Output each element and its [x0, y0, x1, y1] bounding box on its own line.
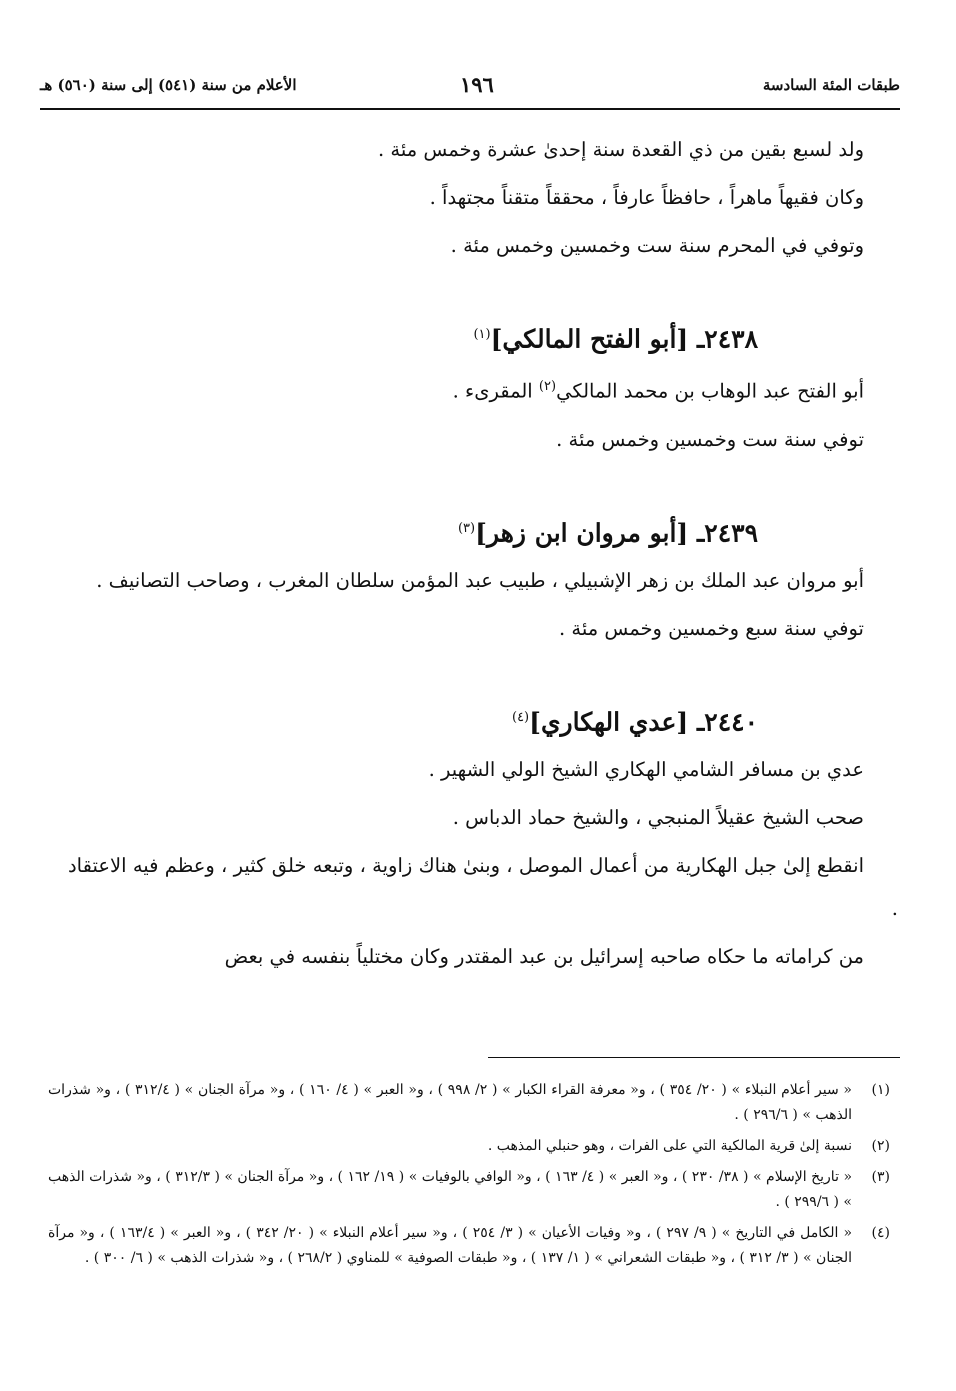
entry-paragraph: عدي بن مسافر الشامي الهكاري الشيخ الولي الشهير .	[428, 758, 864, 782]
footnote-number: (١)	[871, 1082, 890, 1098]
entry-paragraph: من كراماته ما حكاه صاحبه إسرائيل بن عبد المقتدر وكان مختلياً بنفسه في بعض	[224, 945, 864, 969]
intro-line: وتوفي في المحرم سنة ست وخمسين وخمس مئة .	[450, 234, 864, 257]
entry-paragraph: انقطع إلىٰ جبل الهكارية من أعمال الموصل ، وبنىٰ هناك زاوية ، وتبعه خلق كثير ، وعظم فيه الاعتقاد .	[68, 854, 898, 921]
footnote-text: « الكامل في التاريخ » ( ٩/ ٢٩٧ ) ، و« وفيات الأعيان » ( ٣/ ٢٥٤ ) ، و« سير أعلام النبلاء » ( ٢٠/ ٣٤٢ ) ، و« العبر » ( ١٦٣/٤ ) ، و« مرآة الجنان » ( ٣/ ٣١٢ ) ، و« طبقات الشعراني » ( ١/ ١٣٧ ) ، و« طبقات الصوفية » للمناوي ( ٢٦٨/٢ ) ، و« شذرات الذهب » ( ٦/ ٣٠٠ ) .	[48, 1225, 853, 1266]
footnote	[48, 1221, 898, 1271]
footnote-number: (٣)	[871, 1169, 890, 1185]
footnote-rule	[488, 1057, 900, 1058]
entry-paragraph	[68, 365, 898, 413]
entry-title	[68, 313, 898, 361]
footnote-ref: (٤)	[511, 710, 530, 726]
entry-title-text: ٢٤٣٨ـ [أبو الفتح المالكي]	[490, 324, 758, 354]
intro-line: ولد لسبع بقين من ذي القعدة سنة إحدىٰ عشرة وخمس مئة .	[378, 138, 864, 161]
footnote-number: (٤)	[871, 1225, 890, 1241]
header-range: الأعلام من سنة (٥٤١) إلى سنة (٥٦٠) هـ	[40, 76, 297, 94]
footnote	[48, 1078, 898, 1128]
footnote-ref: (٣)	[457, 520, 476, 536]
footnote-text: نسبة إلىٰ قرية المالكية التي على الفرات ، وهو حنبلي المذهب .	[487, 1138, 852, 1154]
entry-title-text: ٢٤٤٠ـ [عدي الهكاري]	[529, 707, 758, 737]
entry-paragraph: توفي سنة ست وخمسين وخمس مئة .	[556, 427, 864, 451]
entry-paragraph: صحب الشيخ عقيلاً المنبجي ، والشيخ حماد الدباس .	[452, 806, 864, 830]
footnotes	[48, 1078, 898, 1277]
footnote-number: (٢)	[871, 1138, 890, 1154]
entry-title-text: ٢٤٣٩ـ [أبو مروان ابن زهر]	[475, 518, 758, 548]
footnote-text: « سير أعلام النبلاء » ( ٢٠/ ٣٥٤ ) ، و« معرفة القراء الكبار » ( ٢/ ٩٩٨ ) ، و« العبر » ( ٤/ ١٦٠ ) ، و« مرآة الجنان » ( ٣١٢/٤ ) ، و« شذرات الذهب » ( ٢٩٦/٦ ) .	[48, 1082, 852, 1123]
header-rule	[40, 108, 900, 110]
entry-title	[68, 696, 898, 744]
header-book-title: طبقات المئة السادسة	[762, 76, 900, 94]
entry-title	[68, 507, 898, 555]
intro-line: وكان فقيهاً ماهراً ، حافظاً عارفاً ، محققاً متقناً مجتهداً .	[429, 186, 864, 209]
running-header	[40, 70, 900, 100]
footnote	[48, 1165, 898, 1215]
entry-paragraph: أبو مروان عبد الملك بن زهر الإشبيلي ، طبيب عبد المؤمن سلطان المغرب ، وصاحب التصانيف .	[96, 569, 864, 593]
entry-text: المقرىء .	[452, 379, 539, 403]
footnote-ref: (٢)	[538, 379, 557, 395]
footnote	[48, 1134, 898, 1159]
footnote-ref: (١)	[473, 327, 491, 342]
entry-text: أبو الفتح عبد الوهاب بن محمد المالكي	[556, 379, 864, 403]
page-number: ١٩٦	[460, 72, 494, 97]
footnote-text: « تاريخ الإسلام » ( ٣٨/ ٢٣٠ ) ، و« العبر » ( ٤/ ١٦٣ ) ، و« الوافي بالوفيات » ( ١٩/ ١٦٢ ) ، و« مرآة الجنان » ( ٣١٢/٣ ) ، و« شذرات الذهب » ( ٢٩٩/٦ ) .	[48, 1169, 853, 1210]
entry-paragraph: توفي سنة سبع وخمسين وخمس مئة .	[558, 617, 864, 641]
main-text	[68, 128, 898, 983]
